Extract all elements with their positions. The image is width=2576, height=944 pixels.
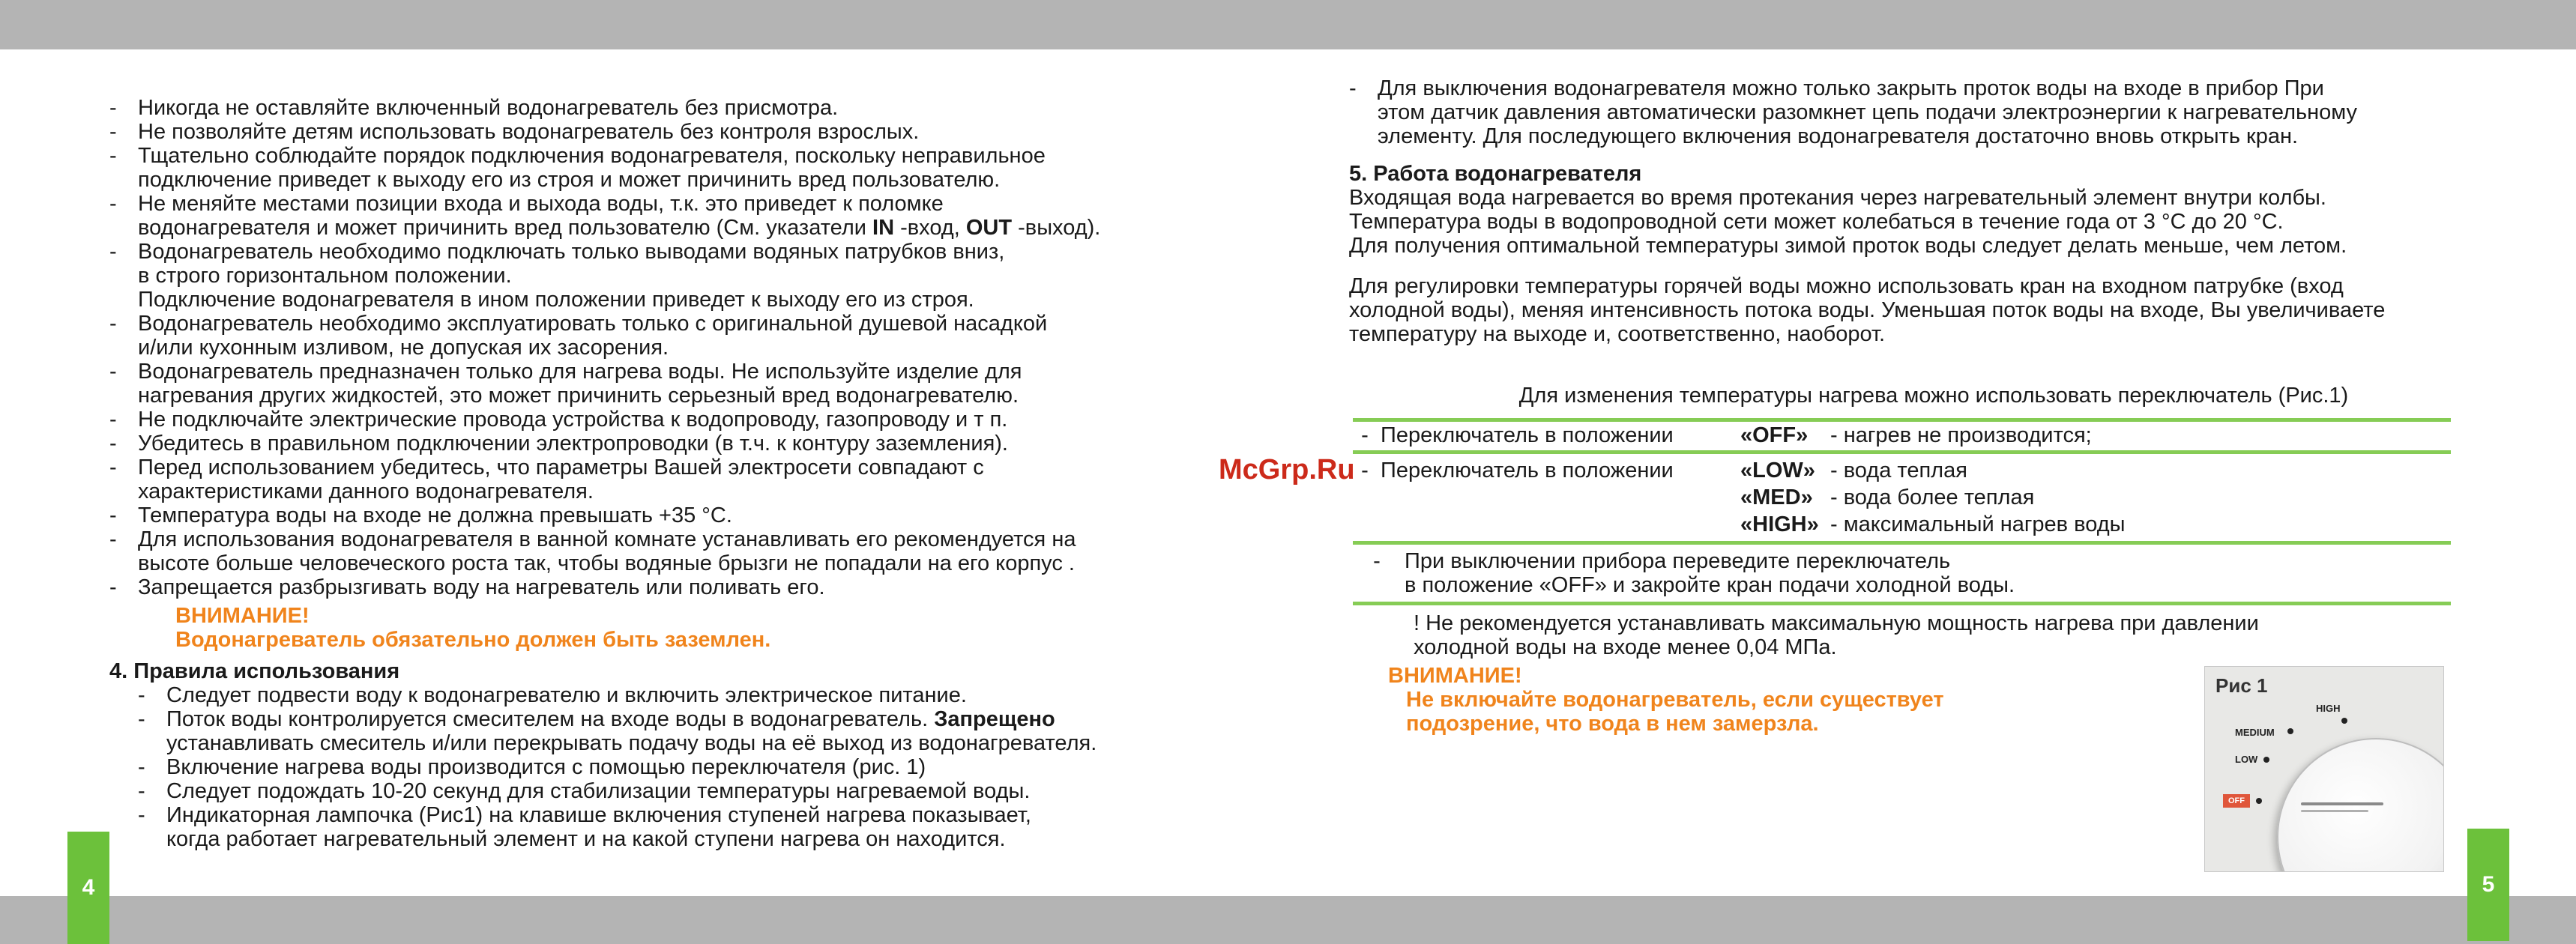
- divider: [1353, 450, 2451, 454]
- section-5-paragraph-2: Для регулировки температуры горячей воды можно использовать кран на входном патрубке (вход холодной воды), меняя интенсивность потока воды. Уменьшая поток воды на входе, Вы увеличиваете температуру на выходе и, соответственно, наоборот.: [1349, 274, 2386, 346]
- power-off-note: - При выключении прибора переведите переключатель в положение «OFF» и закройте кран подачи холодной воды.: [1373, 549, 2015, 597]
- list-item: - Для выключения водонагревателя можно только закрыть проток воды на входе в прибор При этом датчик давления автоматически разомкнет цепь подачи электроэнергии к нагревательному элементу. Для последующего включения водонагревателя достаточно вновь открыть кран.: [1349, 76, 2358, 148]
- list-item: - Водонагреватель предназначен только для нагрева воды. Не используйте изделие для нагревания других жидкостей, это может причинить серьезный вред водонагревателю.: [109, 360, 1022, 408]
- switch-row-low: - Переключатель в положении «LOW» - вода теплая: [1361, 459, 1967, 482]
- list-item: - Не подключайте электрические провода устройства к водопроводу, газопроводу и т п.: [109, 408, 1008, 432]
- list-item: - Включение нагрева воды производится с помощью переключателя (рис. 1): [138, 755, 926, 779]
- warning-title: ВНИМАНИЕ!: [1388, 664, 1522, 688]
- list-item: - Не позволяйте детям использовать водонагреватель без контроля взрослых.: [109, 120, 920, 144]
- list-item: - Водонагреватель необходимо подключать только выводами водяных патрубков вниз, в строго горизонтальном положении. Подключение водонагревателя в ином положении приведет к выходу его из строя.: [109, 240, 1005, 312]
- figure-label-off: OFF: [2223, 794, 2250, 808]
- list-item: - Тщательно соблюдайте порядок подключения водонагревателя, поскольку неправильное подключение приведет к выходу его из строя и может причинить вред пользователю.: [109, 144, 1046, 192]
- page-number-right: 5: [2467, 829, 2509, 941]
- pressure-note: ! Не рекомендуется устанавливать максимальную мощность нагрева при давлении холодной воды на входе менее 0,04 МПа.: [1414, 611, 2259, 659]
- list-item: - Поток воды контролируется смесителем на входе воды в водонагреватель. Запрещено устанавливать смеситель и/или перекрывать подачу воды на её выход из водонагревателя.: [138, 707, 1097, 755]
- list-item: - Для использования водонагревателя в ванной комнате устанавливать его рекомендуется на высоте больше человеческого роста так, чтобы водяные брызги не попадали на его корпус .: [109, 527, 1076, 575]
- divider: [1353, 541, 2451, 545]
- list-item: - Убедитесь в правильном подключении электропроводки (в т.ч. к контуру заземления).: [109, 432, 1008, 456]
- figure-label-high: HIGH: [2316, 703, 2341, 714]
- bottom-band: [0, 896, 2576, 944]
- divider: [1353, 418, 2451, 422]
- list-item: - Следует подвести воду к водонагревателю и включить электрическое питание.: [138, 683, 967, 707]
- section-5-paragraph-1: Входящая вода нагревается во время протекания через нагревательный элемент внутри колбы. Температура воды в водопроводной сети может колебаться в течение года от 3 °С до 20 °С. Для получения оптимальной температуры зимой проток воды следует делать меньше, чем летом.: [1349, 186, 2347, 258]
- list-item: - Никогда не оставляйте включенный водонагреватель без присмотра.: [109, 96, 839, 120]
- list-item: - Не меняйте местами позиции входа и выхода воды, т.к. это приведет к поломке водонагревателя и может причинить вред пользователю (См. указатели IN -вход, OUT -выход).: [109, 192, 1101, 240]
- watermark: McGrp.Ru: [1219, 454, 1355, 485]
- list-item: - Следует подождать 10-20 секунд для стабилизации температуры нагреваемой воды.: [138, 779, 1031, 803]
- switch-knob-icon: [2277, 738, 2444, 872]
- figure-label-medium: MEDIUM: [2235, 727, 2275, 738]
- warning-title: ВНИМАНИЕ!: [175, 604, 310, 628]
- left-page: [109, 96, 1234, 851]
- switch-row-high: «HIGH» - максимальный нагрев воды: [1740, 512, 2126, 536]
- medium-dot-icon: [2287, 728, 2293, 734]
- high-dot-icon: [2341, 718, 2347, 724]
- section-4-title: 4. Правила использования: [109, 659, 400, 683]
- right-page: [1349, 76, 2488, 736]
- figure-label-low: LOW: [2235, 754, 2258, 765]
- knob-pointer-shadow: [2301, 810, 2368, 812]
- off-dot-icon: [2256, 798, 2262, 804]
- top-band: [0, 0, 2576, 49]
- warning-text: Не включайте водонагреватель, если существует подозрение, что вода в нем замерзла.: [1406, 688, 1944, 736]
- figure-switch: [2204, 666, 2444, 872]
- list-item: - Водонагреватель необходимо эксплуатировать только с оригинальной душевой насадкой и/или кухонным изливом, не допуская их засорения.: [109, 312, 1048, 360]
- page-number-left: 4: [67, 832, 109, 944]
- switch-intro: Для изменения температуры нагрева можно использовать переключатель (Рис.1): [1518, 384, 2349, 408]
- safety-list: [109, 96, 1234, 599]
- switch-row-med: «MED» - вода более теплая: [1740, 485, 2035, 509]
- switch-row-off: - Переключатель в положении «OFF» - нагрев не производится;: [1361, 423, 2092, 447]
- list-item: - Индикаторная лампочка (Рис1) на клавише включения ступеней нагрева показывает, когда работает нагревательный элемент и на какой ступени нагрева он находится.: [138, 803, 1031, 851]
- list-item: - Запрещается разбрызгивать воду на нагреватель или поливать его.: [109, 575, 825, 599]
- section-5-title: 5. Работа водонагревателя: [1349, 162, 1642, 186]
- warning-text: Водонагреватель обязательно должен быть заземлен.: [175, 628, 771, 652]
- low-dot-icon: [2263, 757, 2269, 763]
- list-item: - Температура воды на входе не должна превышать +35 °С.: [109, 503, 732, 527]
- list-item: - Перед использованием убедитесь, что параметры Вашей электросети совпадают с характеристиками данного водонагревателя.: [109, 456, 984, 503]
- section-4-list: [109, 683, 1234, 851]
- divider: [1353, 602, 2451, 605]
- knob-pointer: [2301, 802, 2383, 805]
- figure-title: Рис 1: [2215, 674, 2268, 697]
